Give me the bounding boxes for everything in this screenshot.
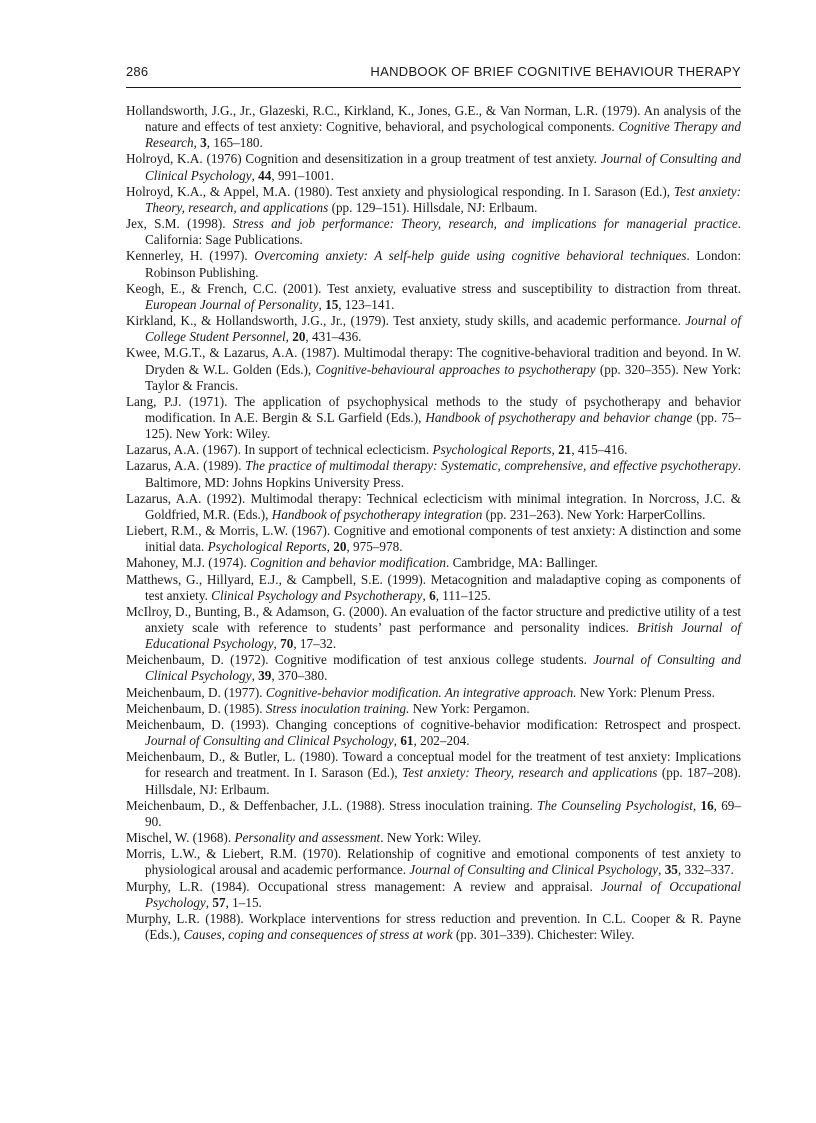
reference-text: (pp. 75–125). New York: Wiley. [145,409,741,442]
running-head [126,64,741,88]
reference-text: McIlroy, D., Bunting, B., & Adamson, G. (2000). An evaluation of the factor structure and predictive utility of a test anxiety scale with reference to students’ past performance and personality indices. [126,603,741,635]
reference-text: , [205,894,213,910]
reference-entry [126,830,741,846]
reference-title: The Counseling Psychologist [537,797,693,813]
reference-text: Lang, P.J. (1971). The application of psychophysical methods to the study of psychotherapy and behavior modification. In A.E. Bergin & S.L Garfield (Eds.), [126,393,741,425]
reference-entry [126,685,741,701]
reference-entry [126,248,741,280]
reference-text: Liebert, R.M., & Morris, L.W. (1967). Cognitive and emotional components of test anxiety: A distinction and some initial data. [126,523,741,555]
reference-text: , [318,296,326,312]
reference-text: , 69–90. [145,797,741,829]
reference-entry [126,911,741,943]
reference-text: Holroyd, K.A., & Appel, M.A. (1980). Test anxiety and physiological responding. In I. Sarason (Ed.), [126,183,674,199]
reference-text: . Baltimore, MD: Johns Hopkins University Press. [145,458,741,490]
running-title: HANDBOOK OF BRIEF COGNITIVE BEHAVIOUR THERAPY [370,64,741,79]
reference-title: Psychological Reports [207,539,327,555]
reference-entry [126,701,741,717]
reference-entry [126,749,741,797]
reference-entry [126,604,741,652]
reference-entry [126,491,741,523]
reference-title: Handbook of psychotherapy integration [271,506,483,522]
reference-text: Jex, S.M. (1998). [126,216,233,232]
reference-title: Journal of Consulting and Clinical Psychology [409,862,659,878]
reference-entry [126,652,741,684]
reference-text: Mahoney, M.J. (1974). [126,555,251,571]
reference-text: . London: Robinson Publishing. [145,248,741,280]
reference-text: , 123–141. [338,296,395,312]
reference-entry [126,313,741,345]
reference-entry [126,345,741,393]
reference-entry [126,103,741,151]
reference-title: Cognition and behavior modification [250,555,447,571]
reference-text: Lazarus, A.A. (1967). In support of technical eclecticism. [126,442,433,458]
reference-text: (pp. 231–263). New York: HarperCollins. [482,506,706,522]
reference-entry [126,846,741,878]
reference-volume: 57 [212,894,226,910]
reference-text: , [251,167,259,183]
reference-text: Meichenbaum, D. (1977). [126,684,266,700]
reference-text: New York: Pergamon. [409,700,530,716]
reference-volume: 61 [400,733,414,749]
reference-volume: 6 [429,587,436,603]
reference-text: Meichenbaum, D., & Deffenbacher, J.L. (1988). Stress inoculation training. [126,797,538,813]
reference-text: , [692,797,701,813]
reference-text: , 975–978. [346,539,403,555]
reference-entry [126,151,741,183]
book-page [126,64,741,943]
reference-text: , 431–436. [305,329,362,345]
reference-text: . California: Sage Publications. [145,216,741,248]
reference-volume: 3 [200,135,207,151]
reference-entry [126,281,741,313]
reference-text: . Cambridge, MA: Ballinger. [446,555,598,571]
reference-title: Stress inoculation training. [265,700,410,716]
reference-text: (pp. 301–339). Chichester: Wiley. [452,926,635,942]
reference-text: Kwee, M.G.T., & Lazarus, A.A. (1987). Multimodal therapy: The cognitive-behavioral tradition and beyond. In W. Dryden & W.L. Golden (Eds.), [126,345,741,377]
reference-text: , 202–204. [413,733,470,749]
reference-text: Meichenbaum, D. (1972). Cognitive modification of test anxious college students. [126,652,594,668]
reference-title: Cognitive-behavioural approaches to psychotherapy [315,361,596,377]
reference-volume: 44 [258,167,272,183]
reference-entry [126,442,741,458]
reference-text: Murphy, L.R. (1984). Occupational stress management: A review and appraisal. [126,878,602,894]
reference-title: Causes, coping and consequences of stress at work [183,926,453,942]
reference-text: (pp. 320–355). New York: Taylor & Francis. [145,361,742,393]
reference-title: Journal of Consulting and Clinical Psychology [145,733,394,749]
reference-text: , [285,329,293,345]
reference-text: , [422,587,430,603]
reference-text: Meichenbaum, D. (1993). Changing conceptions of cognitive-behavior modification: Retrospect and prospect. [126,716,741,732]
reference-text: Keogh, E., & French, C.C. (2001). Test anxiety, evaluative stress and susceptibility to distraction from threat. [126,280,741,296]
reference-title: Personality and assessment [234,830,381,846]
reference-entry [126,394,741,442]
reference-text: Morris, L.W., & Liebert, R.M. (1970). Relationship of cognitive and emotional components of test anxiety to physiological arousal and academic performance. [126,846,741,878]
reference-text: . New York: Wiley. [380,830,482,846]
reference-text: , 415–416. [571,442,628,458]
reference-title: Journal of College Student Personnel [145,313,741,345]
reference-title: Journal of Occupational Psychology [145,878,741,910]
reference-text: Holroyd, K.A. (1976) Cognition and desensitization in a group treatment of test anxiety. [126,151,601,167]
reference-text: , [251,668,259,684]
reference-text: , 1–15. [225,894,262,910]
reference-volume: 35 [664,862,678,878]
reference-text: Lazarus, A.A. (1989). [126,458,246,474]
reference-text: Murphy, L.R. (1988). Workplace interventions for stress reduction and prevention. In C.L. Cooper & R. Payne (Eds.), [126,910,741,942]
reference-text: Meichenbaum, D., & Butler, L. (1980). Toward a conceptual model for the treatment of test anxiety: Implications for research and treatment. In I. Sarason (Ed.), [126,749,741,781]
reference-text: , [193,135,201,151]
reference-title: Stress and job performance: Theory, research, and implications for managerial practice [232,216,738,232]
reference-title: Psychological Reports [432,442,552,458]
reference-text: Mischel, W. (1968). [126,830,235,846]
reference-title: Test anxiety: Theory, research and applications [402,765,658,781]
reference-volume: 20 [333,539,347,555]
reference-text: , [658,862,665,878]
reference-text: (pp. 129–151). Hillsdale, NJ: Erlbaum. [328,199,538,215]
reference-text: (pp. 187–208). Hillsdale, NJ: Erlbaum. [145,765,741,797]
reference-text: , 332–337. [677,862,734,878]
reference-text: , 111–125. [435,587,491,603]
reference-text: New York: Plenum Press. [576,684,715,700]
reference-title: Cognitive-behavior modification. An integrative approach. [265,684,577,700]
reference-text: , [551,442,559,458]
reference-title: Test anxiety: Theory, research, and applications [145,183,741,215]
reference-entry [126,458,741,490]
reference-volume: 21 [558,442,572,458]
reference-list [126,103,741,943]
reference-volume: 16 [700,797,714,813]
reference-text: , 991–1001. [271,167,334,183]
reference-entry [126,717,741,749]
reference-title: Overcoming anxiety: A self-help guide using cognitive behavioral techniques [254,248,687,264]
reference-text: Meichenbaum, D. (1985). [126,700,266,716]
reference-entry [126,523,741,555]
reference-text: , [393,733,401,749]
reference-entry [126,879,741,911]
reference-volume: 15 [325,296,339,312]
reference-entry [126,555,741,571]
reference-entry [126,572,741,604]
reference-volume: 20 [292,329,306,345]
reference-title: European Journal of Personality [145,296,319,312]
reference-title: Handbook of psychotherapy and behavior change [425,409,693,425]
reference-title: Journal of Consulting and Clinical Psychology [145,652,741,684]
reference-text: Kennerley, H. (1997). [126,248,255,264]
reference-title: Cognitive Therapy and Research [145,119,741,151]
reference-title: Clinical Psychology and Psychotherapy [211,587,423,603]
reference-title: The practice of multimodal therapy: Systematic, comprehensive, and effective psychotherapy [245,458,738,474]
reference-title: British Journal of Educational Psychology [145,620,741,652]
reference-title: Journal of Consulting and Clinical Psychology [145,151,742,183]
reference-text: Matthews, G., Hillyard, E.J., & Campbell, S.E. (1999). Metacognition and maladaptive coping as components of test anxiety. [126,571,741,603]
reference-entry [126,216,741,248]
reference-volume: 39 [258,668,272,684]
reference-text: , [273,636,281,652]
reference-text: , [326,539,334,555]
reference-text: , 370–380. [271,668,328,684]
reference-text: , 165–180. [206,135,263,151]
reference-entry [126,798,741,830]
reference-entry [126,184,741,216]
reference-text: Hollandsworth, J.G., Jr., Glazeski, R.C., Kirkland, K., Jones, G.E., & Van Norman, L.R. (1979). An analysis of the nature and effects of test anxiety: Cognitive, behavioral, and psychological components. [126,103,741,135]
reference-text: , 17–32. [293,636,337,652]
page-number: 286 [126,64,149,79]
reference-text: Kirkland, K., & Hollandsworth, J.G., Jr., (1979). Test anxiety, study skills, and academic performance. [126,313,686,329]
reference-text: Lazarus, A.A. (1992). Multimodal therapy: Technical eclecticism with minimal integration. In Norcross, J.C. & Goldfried, M.R. (Eds.), [126,490,741,522]
reference-volume: 70 [280,636,294,652]
